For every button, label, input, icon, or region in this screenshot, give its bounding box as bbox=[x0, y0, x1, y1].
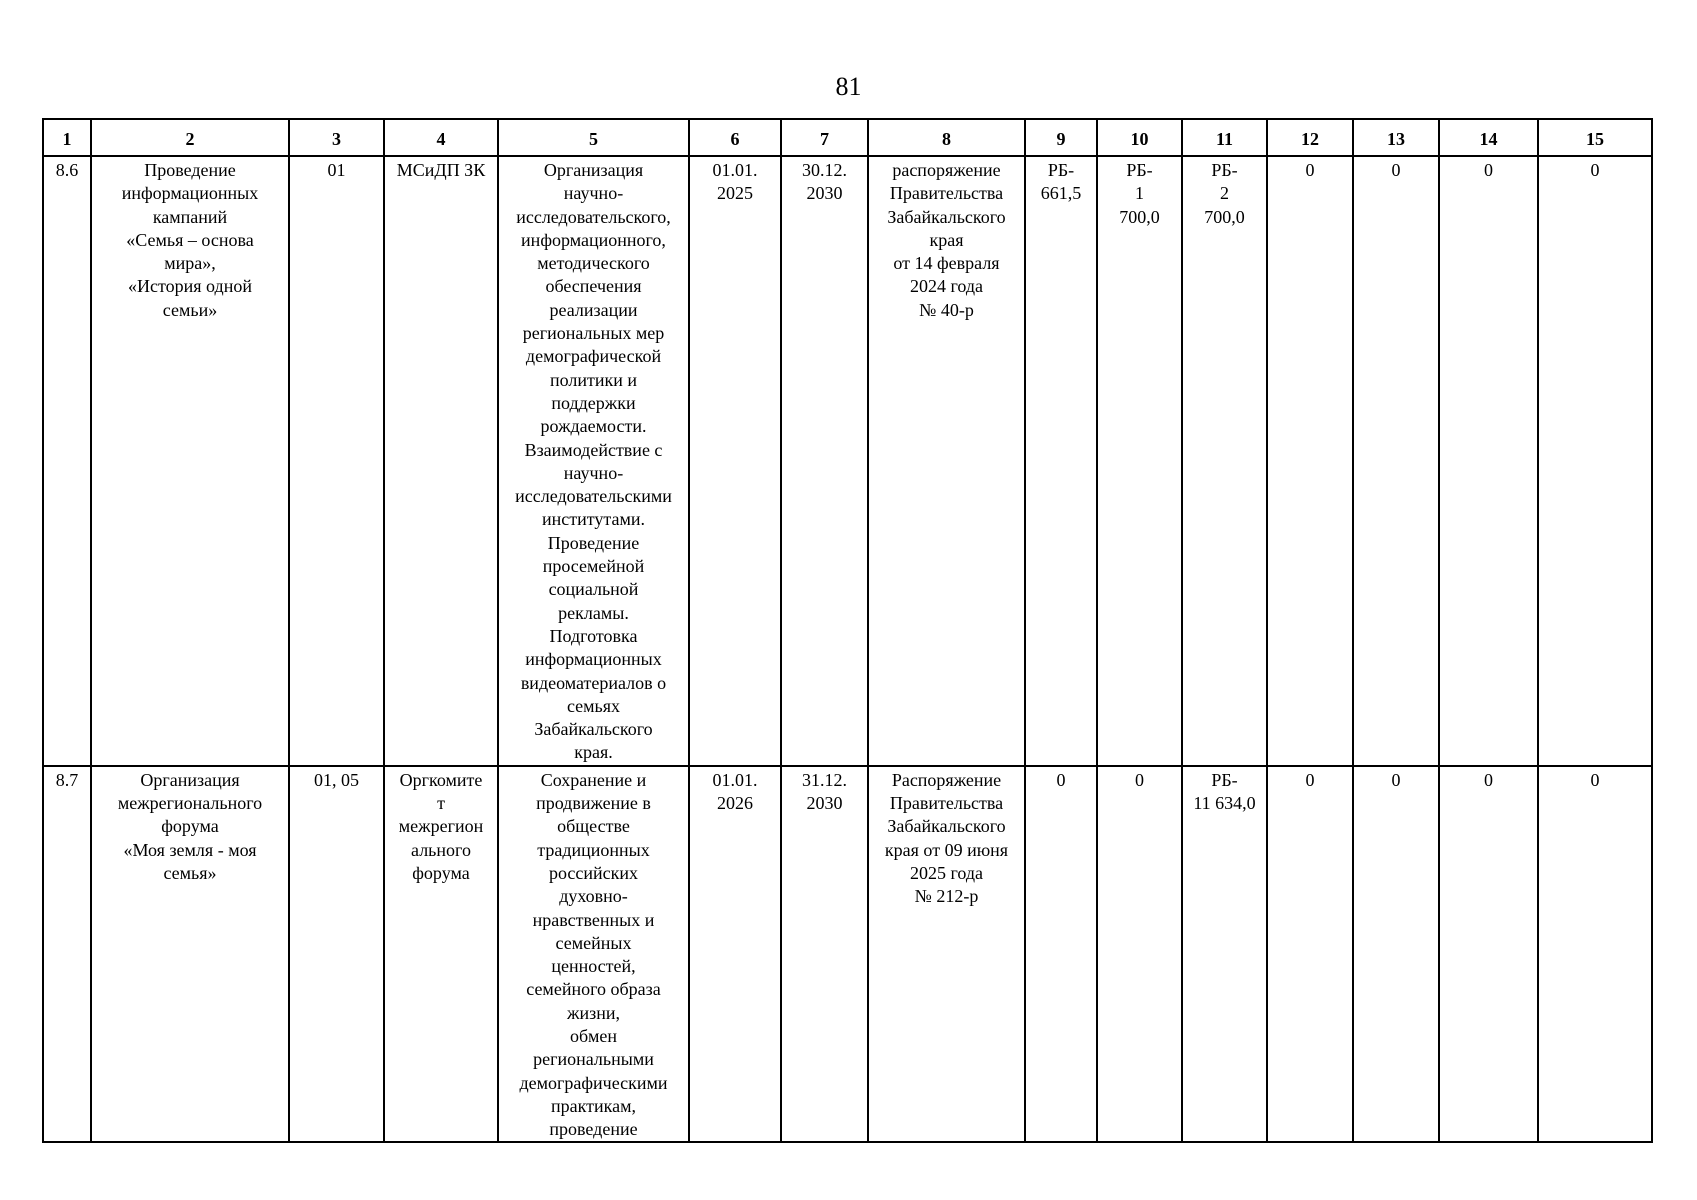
budget-col-12: 0 bbox=[1267, 156, 1353, 766]
description-cell: Организация научно- исследовательского, информационного, методического обеспечения реализации региональных мер демографической политики и поддержки рождаемости. Взаимодействие с научно- исследовательскими институтами. Проведение просемейной социальной рекламы. Подготовка информационных видеоматериалов о семьях Забайкальского края. bbox=[498, 156, 689, 766]
program-table bbox=[42, 118, 1653, 1143]
budget-col-14: 0 bbox=[1439, 766, 1538, 1143]
row-number: 8.6 bbox=[43, 156, 91, 766]
budget-col-14: 0 bbox=[1439, 156, 1538, 766]
code-cell: 01, 05 bbox=[289, 766, 384, 1143]
code-cell: 01 bbox=[289, 156, 384, 766]
budget-col-13: 0 bbox=[1353, 766, 1439, 1143]
start-date: 01.01. 2025 bbox=[689, 156, 781, 766]
header-cell-3: 3 bbox=[289, 119, 384, 156]
header-cell-15: 15 bbox=[1538, 119, 1652, 156]
executor-cell: МСиДП ЗК bbox=[384, 156, 498, 766]
header-cell-12: 12 bbox=[1267, 119, 1353, 156]
budget-col-10: 0 bbox=[1097, 766, 1182, 1143]
start-date: 01.01. 2026 bbox=[689, 766, 781, 1143]
header-cell-2: 2 bbox=[91, 119, 289, 156]
header-cell-5: 5 bbox=[498, 119, 689, 156]
page-number: 81 bbox=[835, 72, 862, 101]
budget-col-12: 0 bbox=[1267, 766, 1353, 1143]
budget-col-15: 0 bbox=[1538, 766, 1652, 1143]
budget-col-13: 0 bbox=[1353, 156, 1439, 766]
header-cell-14: 14 bbox=[1439, 119, 1538, 156]
header-cell-7: 7 bbox=[781, 119, 868, 156]
header-cell-8: 8 bbox=[868, 119, 1025, 156]
header-row bbox=[43, 119, 1652, 156]
table-row bbox=[43, 766, 1652, 1143]
executor-cell: Оргкомите т межрегион ального форума bbox=[384, 766, 498, 1143]
header-cell-9: 9 bbox=[1025, 119, 1097, 156]
budget-col-11: РБ- 2 700,0 bbox=[1182, 156, 1267, 766]
legal-basis: распоряжение Правительства Забайкальского края от 14 февраля 2024 года № 40-р bbox=[868, 156, 1025, 766]
budget-col-10: РБ- 1 700,0 bbox=[1097, 156, 1182, 766]
header-cell-6: 6 bbox=[689, 119, 781, 156]
budget-col-15: 0 bbox=[1538, 156, 1652, 766]
header-cell-4: 4 bbox=[384, 119, 498, 156]
legal-basis: Распоряжение Правительства Забайкальского края от 09 июня 2025 года № 212-р bbox=[868, 766, 1025, 1143]
budget-col-9: РБ- 661,5 bbox=[1025, 156, 1097, 766]
header-cell-10: 10 bbox=[1097, 119, 1182, 156]
event-name: Организация межрегионального форума «Моя земля - моя семья» bbox=[91, 766, 289, 1143]
end-date: 30.12. 2030 bbox=[781, 156, 868, 766]
header-cell-11: 11 bbox=[1182, 119, 1267, 156]
header-cell-13: 13 bbox=[1353, 119, 1439, 156]
budget-col-11: РБ- 11 634,0 bbox=[1182, 766, 1267, 1143]
row-number: 8.7 bbox=[43, 766, 91, 1143]
table-row bbox=[43, 156, 1652, 766]
description-cell: Сохранение и продвижение в обществе традиционных российских духовно- нравственных и семейных ценностей, семейного образа жизни, обмен региональными демографическими практикам, проведение bbox=[498, 766, 689, 1143]
budget-col-9: 0 bbox=[1025, 766, 1097, 1143]
header-cell-1: 1 bbox=[43, 119, 91, 156]
end-date: 31.12. 2030 bbox=[781, 766, 868, 1143]
event-name: Проведение информационных кампаний «Семья – основа мира», «История одной семьи» bbox=[91, 156, 289, 766]
